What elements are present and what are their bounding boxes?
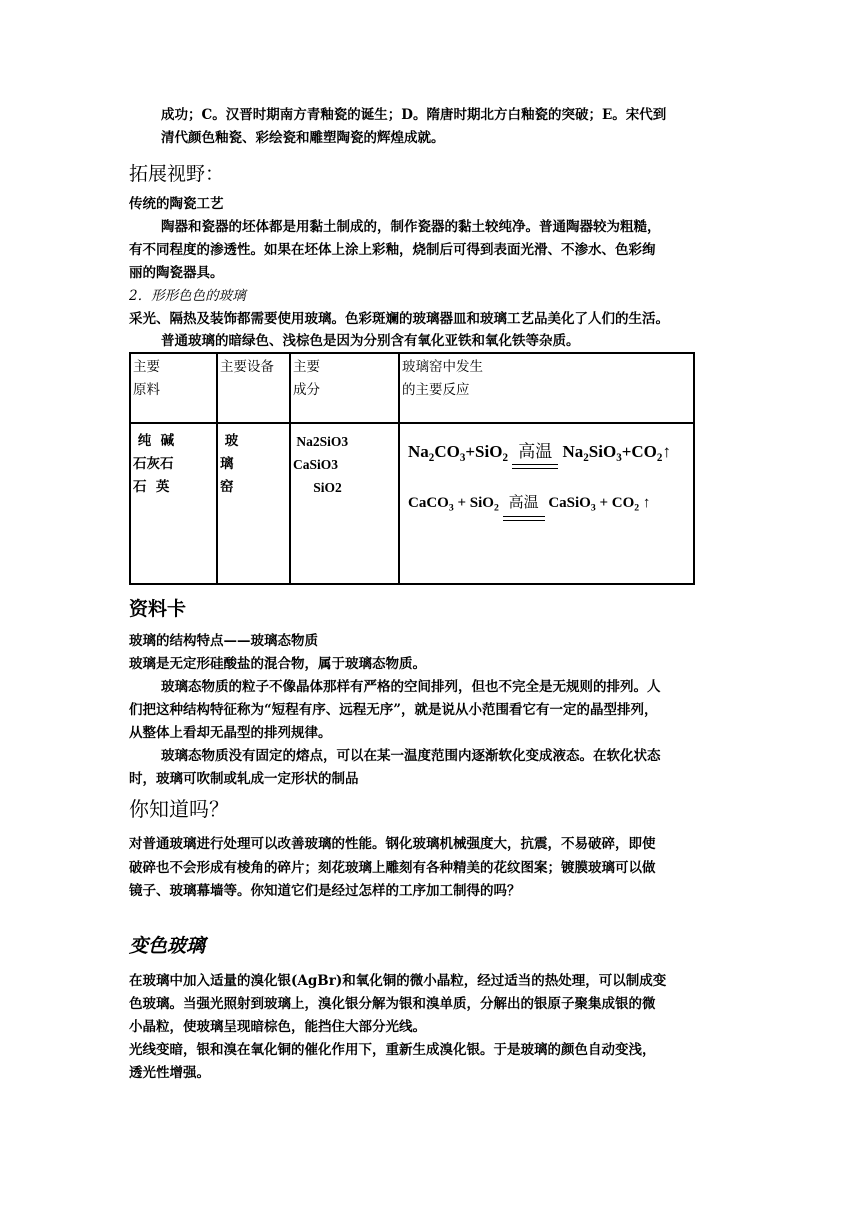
reactions-cell [399, 423, 694, 584]
reaction-limestone: CaCO$_3$ + SiO$_2$ 高温 CaSiO$_3$ + $CO_2$ ↑ [408, 492, 650, 519]
reaction-soda-ash: $Na_2CO_3+SiO_2$ 高温 $Na_2SiO_3+CO_2↑$ [408, 442, 671, 464]
know-line-b: 破碎也不会形成有棱角的碎片；刻花玻璃上雕刻有各种精美的花纹图案；镀膜玻璃可以做 [129, 860, 656, 876]
photochromic-line-e: 透光性增强。 [129, 1065, 210, 1081]
broaden-para-1: 陶器和瓷器的坯体都是用黏土制成的，制作瓷器的黏土较纯净。普通陶器较为粗糙， [161, 219, 661, 235]
header-equipment: 主要设备 [220, 359, 274, 375]
broaden-para-2: 有不同程度的渗透性。如果在坯体上涂上彩釉，烧制后可得到表面光滑、不渗水、色彩绚 [129, 242, 656, 258]
know-line-c: 镜子、玻璃幕墙等。你知道它们是经过怎样的工序加工制得的吗？ [129, 883, 521, 899]
photochromic-line-b: 色玻璃。当强光照射到玻璃上，溴化银分解为银和溴单质，分解出的银原子聚集成银的微 [129, 996, 656, 1012]
card-para-3a: 玻璃态物质没有固定的熔点，可以在某一温度范围内逐渐软化变成液态。在软化状态 [161, 748, 661, 764]
photochromic-line-d: 光线变暗，银和溴在氧化铜的催化作用下，重新生成溴化银。于是玻璃的颜色自动变浅， [129, 1042, 656, 1058]
header-reactions: 玻璃窑中发生 的主要反应 [402, 359, 483, 398]
header-components: 主要 成分 [293, 359, 320, 398]
glass-line-1: 采光、隔热及装饰都需要使用玻璃。色彩斑斓的玻璃器皿和玻璃工艺品美化了人们的生活。 [129, 311, 669, 327]
broaden-heading: 拓展视野： [129, 163, 225, 185]
photochromic-line-a: 在玻璃中加入适量的溴化银(AgBr)和氧化铜的微小晶粒，经过适当的热处理，可以制成变 [129, 973, 667, 989]
glass-line-2: 普通玻璃的暗绿色、浅棕色是因为分别含有氧化亚铁和氧化铁等杂质。 [161, 333, 580, 349]
card-para-3b: 时，玻璃可吹制或轧成一定形状的制品 [129, 771, 359, 787]
condition-high-temp: 高温 [503, 492, 545, 515]
broaden-para-3: 丽的陶瓷器具。 [129, 265, 224, 281]
components-cell: Na2SiO3 CaSiO3 SiO2 [293, 434, 349, 495]
card-heading: 资料卡 [129, 598, 187, 620]
intro-line-2: 清代颜色釉瓷、彩绘瓷和雕塑陶瓷的辉煌成就。 [161, 130, 445, 146]
card-subtitle: 玻璃的结构特点——玻璃态物质 [129, 633, 318, 649]
know-heading: 你知道吗？ [129, 797, 229, 821]
know-line-a: 对普通玻璃进行处理可以改善玻璃的性能。钢化玻璃机械强度大，抗震，不易破碎，即使 [129, 836, 656, 852]
broaden-subtitle: 传统的陶瓷工艺 [129, 196, 224, 212]
glass-materials-table [129, 352, 695, 585]
header-raw-materials: 主要 原料 [133, 359, 160, 398]
photochromic-line-c: 小晶粒，使玻璃呈现暗棕色，能挡住大部分光线。 [129, 1019, 426, 1035]
raw-materials-cell: 纯 碱 石灰石 石 英 [133, 433, 175, 495]
card-line-1: 玻璃是无定形硅酸盐的混合物，属于玻璃态物质。 [129, 656, 426, 672]
card-para-2a: 玻璃态物质的粒子不像晶体那样有严格的空间排列，但也不完全是无规则的排列。人 [161, 679, 661, 695]
condition-high-temp: 高温 [512, 440, 558, 463]
card-para-2c: 从整体上看却无晶型的排列规律。 [129, 725, 332, 741]
glass-heading: 2．形形色色的玻璃 [129, 288, 246, 304]
gas-arrow-icon: ↑ [639, 495, 651, 511]
gas-arrow-icon: ↑ [662, 442, 671, 461]
intro-line-1: 成功；C。汉晋时期南方青釉瓷的诞生；D。隋唐时期北方白釉瓷的突破；E。宋代到 [161, 107, 667, 123]
card-para-2b: 们把这种结构特征称为“短程有序、远程无序”，就是说从小范围看它有一定的晶型排列， [129, 702, 658, 718]
equipment-cell: 玻 璃 窑 [220, 433, 239, 495]
photochromic-heading: 变色玻璃 [129, 935, 206, 957]
